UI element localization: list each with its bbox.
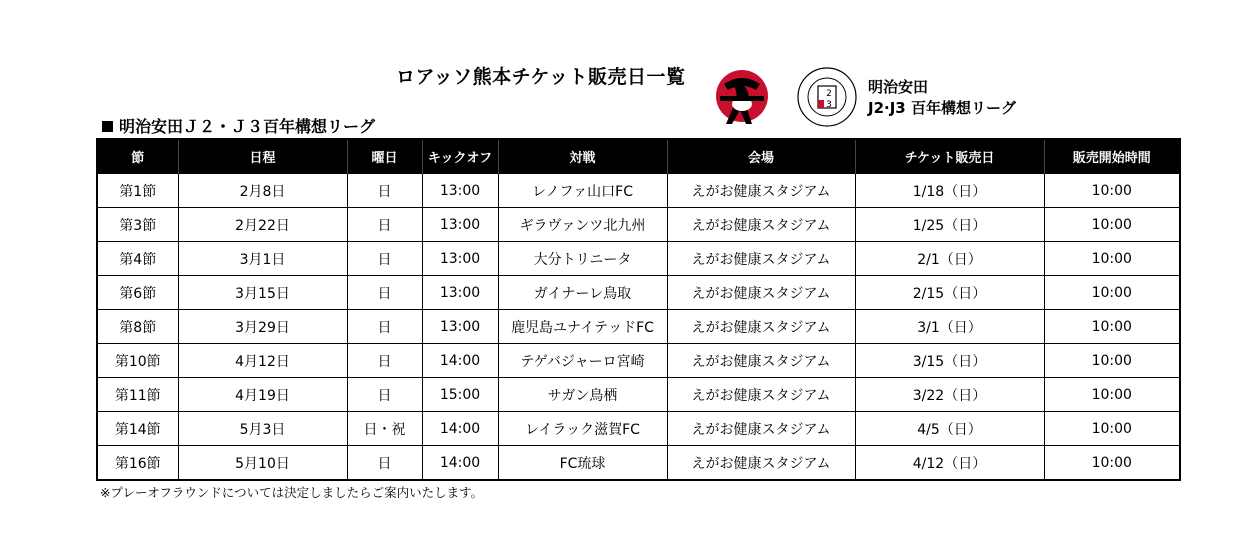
cell-opponent: テゲバジャーロ宮崎 [498,344,667,378]
cell-ticket-date: 1/18（日） [855,174,1044,208]
cell-weekday: 日 [347,310,422,344]
cell-kickoff: 13:00 [422,208,498,242]
league-logo-line1: 明治安田 [868,78,929,96]
cell-sale-time: 10:00 [1044,208,1180,242]
cell-weekday: 日・祝 [347,412,422,446]
cell-weekday: 日 [347,378,422,412]
table-row [97,344,1180,378]
cell-opponent: レノファ山口FC [498,174,667,208]
cell-opponent: ギラヴァンツ北九州 [498,208,667,242]
cell-date: 4月19日 [178,378,347,412]
table-row [97,412,1180,446]
cell-kickoff: 14:00 [422,344,498,378]
table-row [97,208,1180,242]
cell-weekday: 日 [347,208,422,242]
cell-date: 5月10日 [178,446,347,481]
header-date: 日程 [178,139,347,174]
cell-ticket-date: 3/15（日） [855,344,1044,378]
cell-round: 第6節 [97,276,178,310]
svg-text:3: 3 [826,100,832,110]
header-weekday: 曜日 [347,139,422,174]
cell-date: 5月3日 [178,412,347,446]
cell-round: 第3節 [97,208,178,242]
cell-venue: えがお健康スタジアム [667,344,855,378]
cell-date: 2月22日 [178,208,347,242]
cell-weekday: 日 [347,446,422,481]
header-round: 節 [97,139,178,174]
cell-venue: えがお健康スタジアム [667,174,855,208]
cell-sale-time: 10:00 [1044,276,1180,310]
cell-venue: えがお健康スタジアム [667,208,855,242]
page-title: ロアッソ熊本チケット販売日一覧 [396,66,686,88]
header-sale-time: 販売開始時間 [1044,139,1180,174]
league-logo-line2: J2·J3 百年構想リーグ [868,99,1016,117]
cell-ticket-date: 2/15（日） [855,276,1044,310]
cell-venue: えがお健康スタジアム [667,242,855,276]
cell-ticket-date: 4/5（日） [855,412,1044,446]
square-bullet-icon [102,121,113,132]
svg-text:2: 2 [826,89,832,99]
header-ticket-date: チケット販売日 [855,139,1044,174]
cell-venue: えがお健康スタジアム [667,310,855,344]
cell-date: 3月29日 [178,310,347,344]
cell-round: 第8節 [97,310,178,344]
league-logo [796,66,1041,128]
header-kickoff: キックオフ [422,139,498,174]
section-heading [102,114,375,137]
table-row [97,174,1180,208]
cell-kickoff: 13:00 [422,276,498,310]
cell-ticket-date: 3/1（日） [855,310,1044,344]
cell-kickoff: 13:00 [422,310,498,344]
league-emblem-icon [796,66,858,128]
table-row [97,446,1180,481]
cell-round: 第10節 [97,344,178,378]
cell-venue: えがお健康スタジアム [667,378,855,412]
cell-date: 3月15日 [178,276,347,310]
table-row [97,242,1180,276]
cell-date: 3月1日 [178,242,347,276]
cell-kickoff: 14:00 [422,412,498,446]
cell-opponent: 鹿児島ユナイテッドFC [498,310,667,344]
cell-date: 4月12日 [178,344,347,378]
cell-sale-time: 10:00 [1044,174,1180,208]
ticket-schedule-table [96,138,1181,481]
cell-kickoff: 13:00 [422,242,498,276]
cell-sale-time: 10:00 [1044,412,1180,446]
table-row [97,276,1180,310]
cell-kickoff: 13:00 [422,174,498,208]
cell-opponent: ガイナーレ鳥取 [498,276,667,310]
cell-sale-time: 10:00 [1044,344,1180,378]
cell-opponent: 大分トリニータ [498,242,667,276]
cell-weekday: 日 [347,174,422,208]
header-venue: 会場 [667,139,855,174]
jleague-logo-icon [712,66,772,128]
cell-ticket-date: 1/25（日） [855,208,1044,242]
cell-weekday: 日 [347,276,422,310]
table-row [97,378,1180,412]
cell-round: 第1節 [97,174,178,208]
cell-round: 第16節 [97,446,178,481]
cell-venue: えがお健康スタジアム [667,412,855,446]
cell-date: 2月8日 [178,174,347,208]
cell-opponent: サガン鳥栖 [498,378,667,412]
cell-venue: えがお健康スタジアム [667,276,855,310]
cell-weekday: 日 [347,344,422,378]
cell-kickoff: 14:00 [422,446,498,481]
header-opponent: 対戦 [498,139,667,174]
cell-weekday: 日 [347,242,422,276]
cell-kickoff: 15:00 [422,378,498,412]
cell-venue: えがお健康スタジアム [667,446,855,481]
cell-ticket-date: 2/1（日） [855,242,1044,276]
cell-round: 第11節 [97,378,178,412]
cell-round: 第4節 [97,242,178,276]
cell-sale-time: 10:00 [1044,310,1180,344]
footnote: ※プレーオフラウンドについては決定しましたらご案内いたします。 [100,485,484,500]
cell-round: 第14節 [97,412,178,446]
table-header-row [97,139,1180,174]
cell-ticket-date: 4/12（日） [855,446,1044,481]
cell-opponent: レイラック滋賀FC [498,412,667,446]
cell-sale-time: 10:00 [1044,378,1180,412]
section-heading-text: 明治安田Ｊ２・Ｊ３百年構想リーグ [119,117,376,136]
cell-ticket-date: 3/22（日） [855,378,1044,412]
cell-sale-time: 10:00 [1044,242,1180,276]
cell-opponent: FC琉球 [498,446,667,481]
table-row [97,310,1180,344]
cell-sale-time: 10:00 [1044,446,1180,481]
